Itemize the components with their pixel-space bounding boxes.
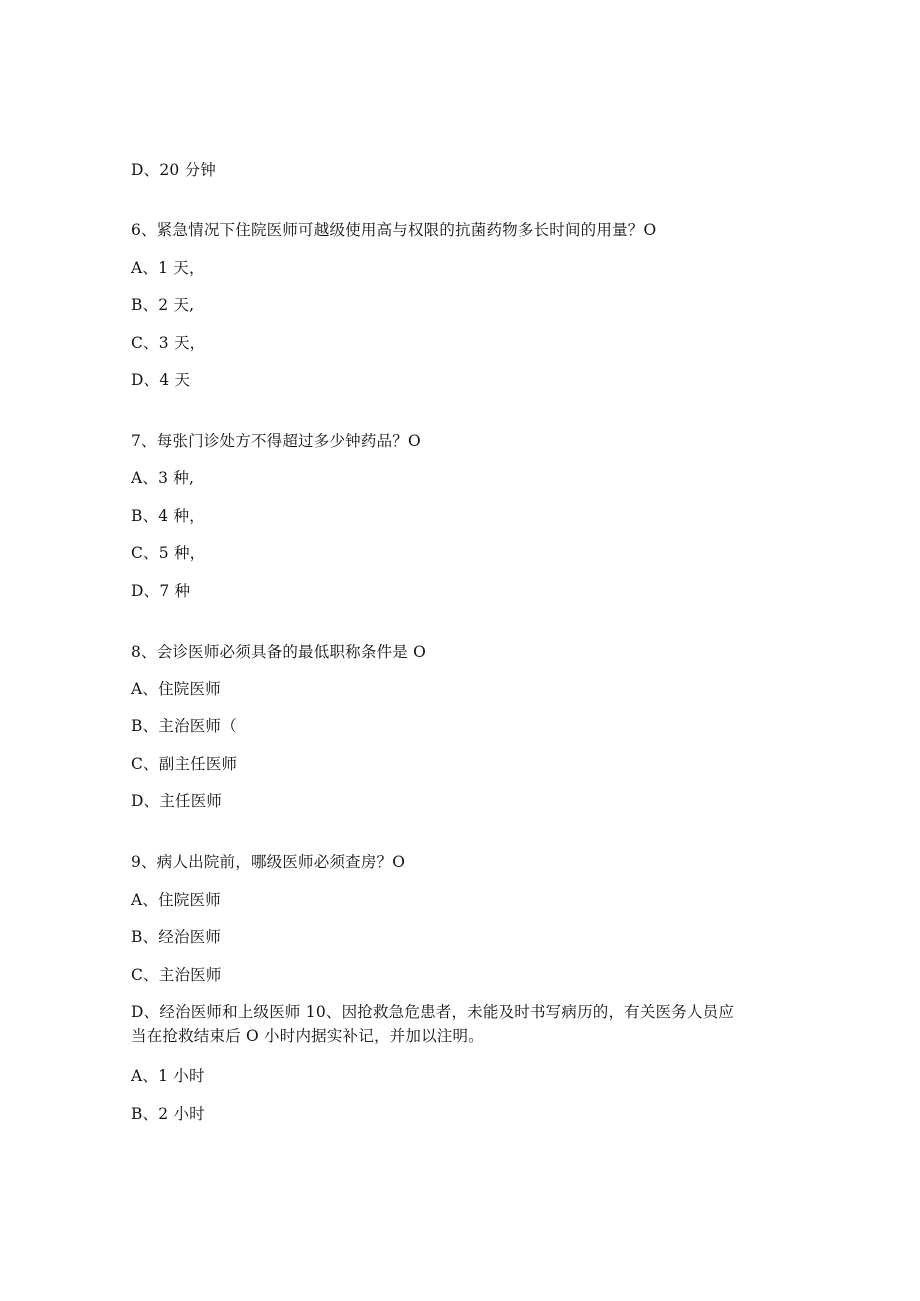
q10-question-cont: 当在抢救结束后 O 小时内据实补记，并加以注明。 (131, 1027, 484, 1045)
q10-option-a: A、1 小时 (131, 1067, 205, 1085)
q5-option-d: D、20 分钟 (131, 161, 216, 179)
q6-option-d: D、4 天 (131, 371, 191, 389)
q8-option-c: C、副主任医师 (131, 755, 238, 773)
q9-option-c: C、主治医师 (131, 966, 222, 984)
q7-question: 7、每张门诊处方不得超过多少钟药品？O (131, 432, 421, 450)
q10-option-b: B、2 小时 (131, 1105, 205, 1123)
q9-option-d-q10-question: D、经治医师和上级医师 10、因抢救急危患者，未能及时书写病历的，有关医务人员应 (131, 1003, 735, 1021)
q8-question: 8、会诊医师必须具备的最低职称条件是 O (131, 643, 426, 661)
q6-option-b: B、2 天, (131, 296, 195, 314)
q9-question: 9、病人出院前，哪级医师必须查房？O (131, 853, 406, 871)
q9-option-a: A、住院医师 (131, 891, 221, 909)
q8-option-a: A、住院医师 (131, 680, 221, 698)
q7-option-b: B、4 种， (131, 507, 205, 525)
q6-option-a: A、1 天， (131, 259, 205, 277)
q8-option-b: B、主治医师（ (131, 717, 237, 735)
q6-question: 6、紧急情况下住院医师可越级使用高与权限的抗菌药物多长时间的用量？O (131, 221, 657, 239)
q7-option-a: A、3 种, (131, 469, 195, 487)
q8-option-d: D、主任医师 (131, 792, 223, 810)
q6-option-c: C、3 天， (131, 334, 206, 352)
q9-option-b: B、经治医师 (131, 928, 222, 946)
q7-option-c: C、5 种， (131, 544, 206, 562)
q7-option-d: D、7 种 (131, 582, 191, 600)
